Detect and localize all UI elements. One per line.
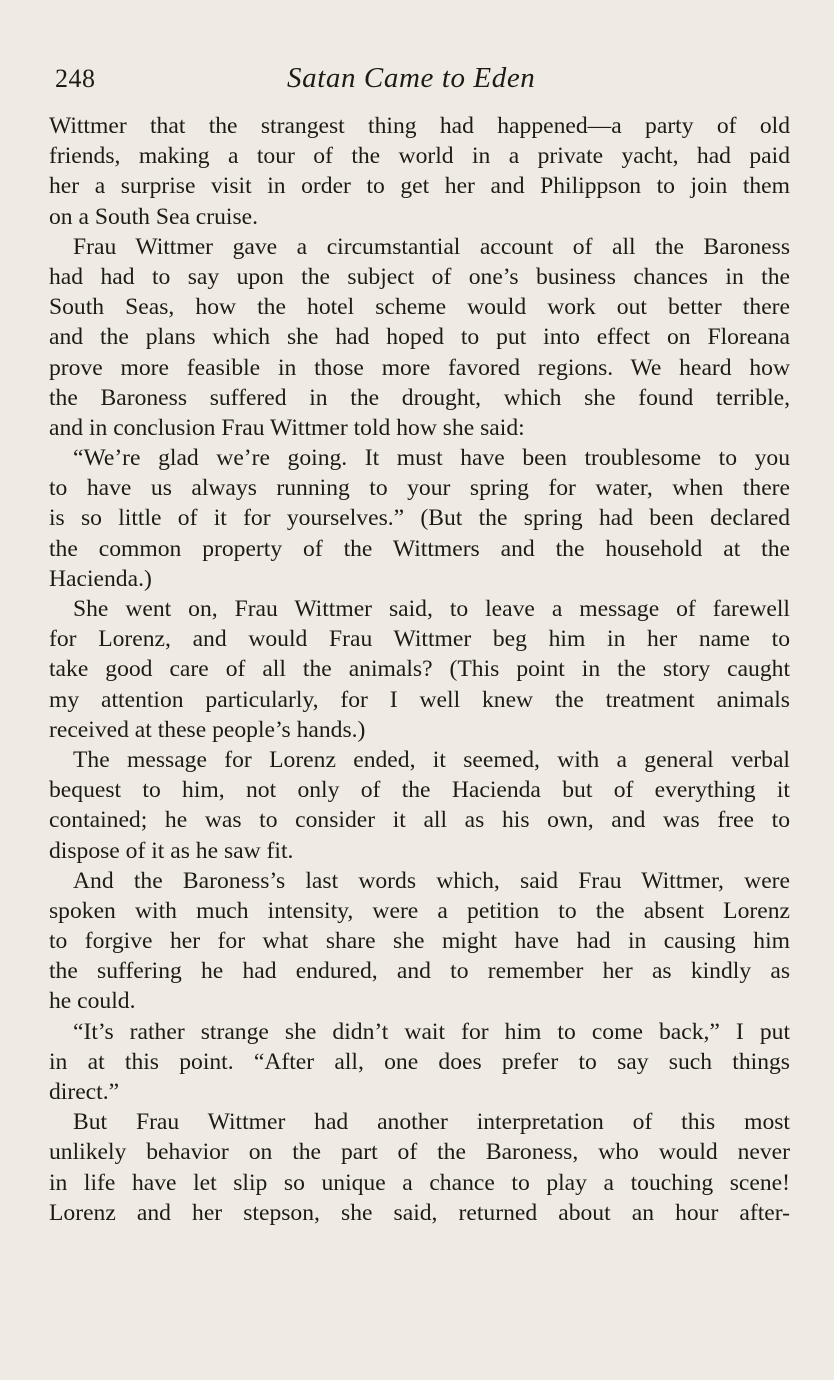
- text-line: The message for Lorenz ended, it seemed, with a general verbal: [73, 746, 790, 773]
- text-line: Hacienda.): [49, 565, 152, 592]
- text-line: he could.: [49, 988, 136, 1015]
- paragraph: [49, 1107, 790, 1228]
- text-line: the Baroness suffered in the drought, which she found terrible,: [49, 384, 790, 411]
- paragraph: [49, 443, 790, 594]
- text-line: South Seas, how the hotel scheme would work out better there: [49, 294, 790, 321]
- text-line: to forgive her for what share she might have had in causing him: [49, 928, 790, 955]
- text-line: “We’re glad we’re going. It must have been troublesome to you: [73, 445, 790, 472]
- text-line: received at these people’s hands.): [49, 716, 366, 743]
- text-line: is so little of it for yourselves.” (But the spring had been declared: [49, 505, 790, 532]
- page-header: [55, 60, 795, 104]
- paragraph: [49, 745, 790, 866]
- text-line: dispose of it as he saw fit.: [49, 837, 294, 864]
- text-line: had had to say upon the subject of one’s business chances in the: [49, 263, 790, 290]
- text-line: take good care of all the animals? (This point in the story caught: [49, 656, 790, 683]
- text-line: on a South Sea cruise.: [49, 203, 259, 230]
- paragraph: [49, 1017, 790, 1108]
- paragraph: [49, 232, 790, 443]
- text-line: Wittmer that the strangest thing had happened—a party of old: [49, 113, 790, 139]
- text-line: direct.”: [49, 1079, 120, 1105]
- text-line: bequest to him, not only of the Hacienda but of everything it: [49, 777, 790, 804]
- text-line: spoken with much intensity, were a petition to the absent Lorenz: [49, 897, 790, 924]
- text-line: for Lorenz, and would Frau Wittmer beg him in her name to: [49, 626, 790, 653]
- text-line: prove more feasible in those more favored regions. We heard how: [49, 354, 790, 381]
- text-line: to have us always running to your spring for water, when there: [49, 475, 790, 502]
- text-line: and the plans which she had hoped to put into effect on Floreana: [49, 324, 790, 351]
- text-line: She went on, Frau Wittmer said, to leave a message of farewell: [73, 596, 790, 622]
- text-line: friends, making a tour of the world in a private yacht, had paid: [49, 143, 790, 170]
- text-line: contained; he was to consider it all as his own, and was free to: [49, 807, 790, 834]
- text-line: “It’s rather strange she didn’t wait for him to come back,” I put: [73, 1018, 790, 1045]
- text-line: the suffering he had endured, and to remember her as kindly as: [49, 958, 790, 985]
- text-line: But Frau Wittmer had another interpretation of this most: [73, 1109, 790, 1136]
- page-number: 248: [55, 64, 96, 93]
- running-title: Satan Came to Eden: [287, 62, 536, 94]
- text-line: and in conclusion Frau Wittmer told how she said:: [49, 414, 525, 441]
- text-line: the common property of the Wittmers and the household at the: [49, 535, 790, 562]
- text-line: Frau Wittmer gave a circumstantial account of all the Baroness: [73, 233, 790, 260]
- text-line: in at this point. “After all, one does prefer to say such things: [49, 1048, 790, 1075]
- text-line: in life have let slip so unique a chance to play a touching scene!: [49, 1169, 790, 1196]
- paragraph: [49, 111, 790, 232]
- text-line: And the Baroness’s last words which, said Frau Wittmer, were: [73, 867, 790, 894]
- text-line: Lorenz and her stepson, she said, returned about an hour after-: [49, 1199, 790, 1226]
- text-line: my attention particularly, for I well knew the treatment animals: [49, 686, 790, 713]
- paragraph: [49, 594, 790, 745]
- paragraph: [49, 866, 790, 1017]
- text-line: her a surprise visit in order to get her and Philippson to join them: [49, 173, 790, 200]
- body-text: [49, 111, 790, 1228]
- text-line: unlikely behavior on the part of the Baroness, who would never: [49, 1139, 790, 1166]
